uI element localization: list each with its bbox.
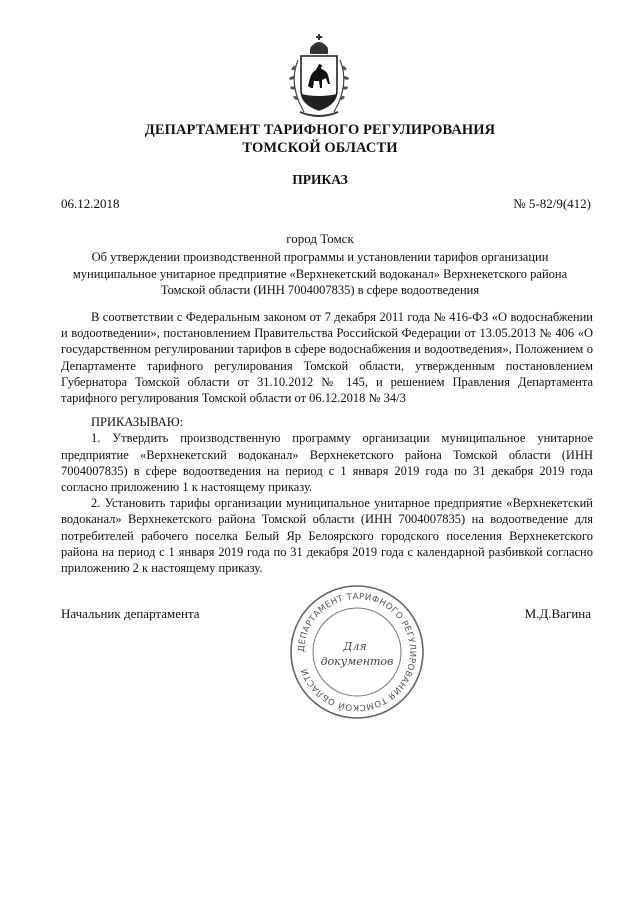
preamble-paragraph: В соответствии с Федеральным законом от 7 декабря 2011 года № 416-ФЗ «О водоснабжении и водоотведении», постановлением Правительства Российской Федерации от 13.05.2013 № 406 «О государственном регулировании тарифов в сфере водоснабжения и водоотведения», Положением о Департаменте тарифного регулирования Томской области, утвержденным постановлением Губернатора Томской области от 31.10.2012 № 145, и решением Правления Департамента тарифного регулирования Томской области от 06.12.2018 № 34/3	[61, 310, 593, 406]
order-subject	[60, 249, 580, 299]
subject-line-2: муниципальное унитарное предприятие «Верхнекетский водоканал» Верхнекетского района	[72, 266, 568, 281]
order-date: 06.12.2018	[61, 196, 120, 211]
subject-line-3: Томской области (ИНН 7004007835) в сфере водоотведения	[160, 283, 480, 297]
tomsk-region-coat-of-arms-icon	[286, 34, 352, 120]
stamp-center-line-2: документов	[320, 655, 394, 668]
order-number: № 5-82/9(412)	[513, 196, 591, 211]
department-stamp	[287, 582, 427, 722]
order-body	[61, 309, 593, 576]
department-heading	[0, 121, 640, 157]
department-line-2: ТОМСКОЙ ОБЛАСТИ	[242, 140, 398, 156]
stamp-ring-text: ДЕПАРТАМЕНТ ТАРИФНОГО РЕГУЛИРОВАНИЯ ТОМСКОЙ ОБЛАСТИ	[296, 591, 418, 713]
signatory-position: Начальник департамента	[61, 606, 200, 621]
stamp-center-line-1: Для	[343, 640, 367, 653]
document-title: ПРИКАЗ	[292, 172, 348, 187]
department-line-1: ДЕПАРТАМЕНТ ТАРИФНОГО РЕГУЛИРОВАНИЯ	[144, 122, 496, 138]
order-city: город Томск	[286, 231, 354, 246]
signatory-name: М.Д.Вагина	[524, 606, 591, 621]
subject-line-1: Об утверждении производственной программы и установлении тарифов организации	[91, 250, 549, 264]
command-heading: ПРИКАЗЫВАЮ:	[91, 415, 184, 430]
order-item-2: 2. Установить тарифы организации муниципальное унитарное предприятие «Верхнекетский водоканал» Верхнекетского района Томской области (ИНН 7004007835) на водоотведение для потребителей рабочего поселка Белый Яр Белоярского городского поселения Верхнекетского района на период с 1 января 2019 года по 31 декабря 2019 года с календарной разбивкой согласно приложению 2 к настоящему приказу.	[61, 496, 593, 576]
order-item-1: 1. Утвердить производственную программу организации муниципальное унитарное предприятие «Верхнекетский водоканал» Верхнекетского района Томской области (ИНН 7004007835) в сфере водоотведения на период с 1 января 2019 года по 31 декабря 2019 года согласно приложению 1 к настоящему приказу.	[61, 431, 593, 495]
